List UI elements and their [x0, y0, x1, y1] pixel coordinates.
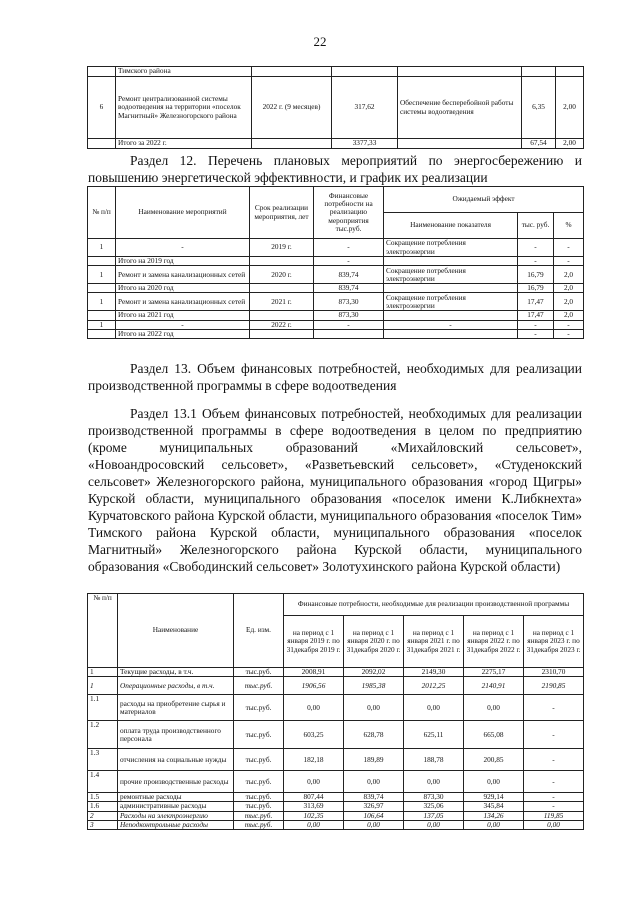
section-13-1-title: Раздел 13.1 Объем финансовых потребностей, необходимых для реализации производственной программы в сфере водоотведения в целом по предприятию (кроме муниципальных образований «Михайловский сельсовет», «Новоандросовский сельсовет», «Разветьевский сельсовет», «Студенокский сельсовет» Железногорского района, муниципального образования «город Щигры» Курской области, муниципального образования «поселок имени К.Либкнехта» Курчатовского района Курской области, муниципального образования «поселок Тим» Тимского района Курской области, муниципального образования «поселок Магнитный» Железногорского района Курской области, муниципального образования «Свободинский сельсовет» Золотухинского района Курской области) — [88, 406, 582, 574]
table-row: 1 Ремонт и замена канализационных сетей 2020 г. 839,74 Сокращение потребления электроэнергии 16,79 2,0 — [88, 266, 584, 284]
table-header-row: № п/п Наименование мероприятий Срок реализации мероприятия, лет Финансовые потребности на реализацию мероприятия тыс.руб. Ожидаемый эффект — [88, 187, 584, 213]
table-row: 1.3 отчисления на социальные нужды тыс.руб. 182,18 189,89 188,78 200,85 - — [88, 749, 584, 771]
total-row: Итого за 2022 г. 3377,33 67,54 2,00 — [88, 139, 584, 149]
total-row: Итого на 2022 год - - — [88, 329, 584, 338]
section-12-title: Раздел 12. Перечень плановых мероприятий по энергосбережению и повышению энергетической эффективности, и график их реализации — [88, 153, 582, 185]
table-row: 1 Операционные расходы, в т.ч. тыс.руб. 1906,56 1985,38 2012,25 2140,91 2190,85 — [88, 677, 584, 695]
table-row: 3 Неподконтрольные расходы тыс.руб. 0,00 0,00 0,00 0,00 0,00 — [88, 820, 584, 829]
total-row: Итого на 2021 год 873,30 17,47 2,0 — [88, 311, 584, 320]
total-row: Итого на 2019 год - - - — [88, 257, 584, 266]
table-row: 1.5 ремонтные расходы тыс.руб. 807,44 839,74 873,30 929,14 - — [88, 793, 584, 802]
section-12-table — [87, 186, 584, 339]
table-row: 1.4 прочие производственные расходы тыс.руб. 0,00 0,00 0,00 0,00 - — [88, 771, 584, 793]
total-row: Итого на 2020 год 839,74 16,79 2,0 — [88, 284, 584, 293]
table-row: Тимского района — [88, 67, 584, 77]
table-header-row: № п/п Наименование Ед. изм. Финансовые потребности, необходимые для реализации производственной программы — [88, 594, 584, 616]
table-row: 1 Ремонт и замена канализационных сетей 2021 г. 873,30 Сокращение потребления электроэнергии 17,47 2,0 — [88, 293, 584, 311]
table-header-row: Наименование показателя тыс. руб. % — [88, 213, 584, 239]
section-13-title: Раздел 13. Объем финансовых потребностей, необходимых для реализации производственной программы в сфере водоотведения — [88, 361, 582, 393]
table-row: 2 Расходы на электроэнергию тыс.руб. 102,35 106,64 137,05 134,26 119,85 — [88, 811, 584, 820]
page-number: 22 — [313, 34, 327, 49]
table-row: 1.2 оплата труда производственного персонала тыс.руб. 603,25 628,78 625,11 665,08 - — [88, 721, 584, 749]
table-row: 6 Ремонт централизованной системы водоотведения на территории «поселок Магнитный» Железногорского района 2022 г. (9 месяцев) 317,62 Обеспечение бесперебойной работы системы водоотведения 6,35 2,00 — [88, 77, 584, 139]
table-row: 1 Текущие расходы, в т.ч. тыс.руб. 2008,91 2092,02 2149,30 2275,17 2310,70 — [88, 668, 584, 677]
table-row: 1.1 расходы на приобретение сырья и материалов тыс.руб. 0,00 0,00 0,00 0,00 - — [88, 695, 584, 721]
table-row: 1 - 2022 г. - - - - — [88, 320, 584, 329]
table-row: 1 - 2019 г. - Сокращение потребления электроэнергии - - — [88, 239, 584, 257]
table-row: 1.6 административные расходы тыс.руб. 313,69 326,97 325,06 345,84 - — [88, 802, 584, 811]
top-continuation-table — [87, 66, 584, 149]
total-label: Итого за 2022 г. — [116, 139, 252, 149]
table-header-row: на период с 1 января 2019 г. по 31декабря 2019 г. на период с 1 января 2020 г. по 31декабря 2020 г. на период с 1 января 2021 г. по 31декабря 2021 г. на период с 1 января 2022 г. по 31декабря 2022 г. на период с 1 января 2023 г. по 31декабря 2023 г. — [88, 616, 584, 668]
section-13-1-table — [87, 593, 584, 830]
